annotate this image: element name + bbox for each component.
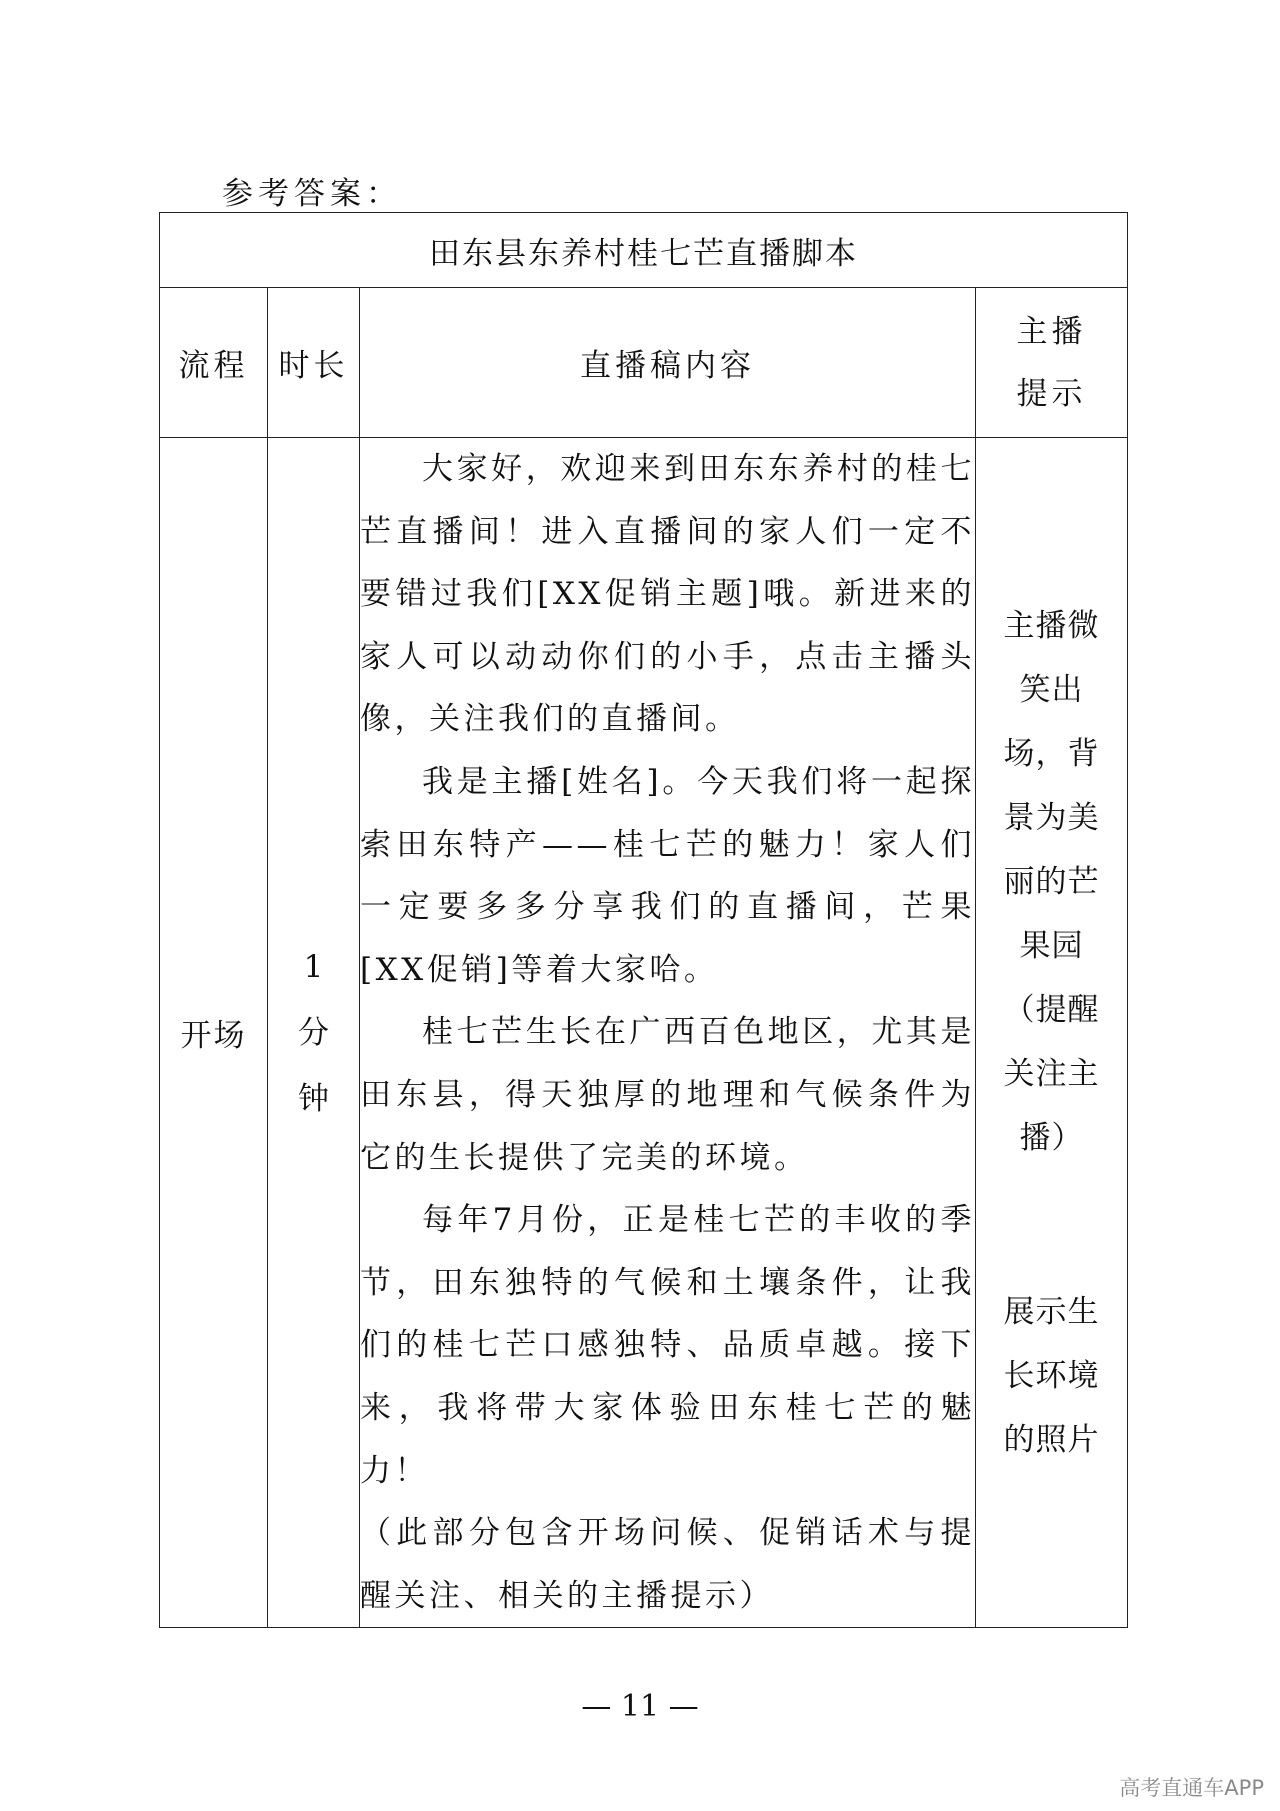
table-title: 田东县东养村桂七芒直播脚本 (160, 213, 1128, 288)
table-title-row (160, 213, 1128, 288)
duration-unit-2: 钟 (298, 1080, 329, 1117)
host-tip-environment: 展示生长环境的照片 (1003, 1293, 1100, 1458)
script-paragraph-3: 桂七芒生长在广西百色地区，尤其是田东县，得天独厚的地理和气候条件为它的生长提供了完美的环境。 (360, 1014, 975, 1176)
duration-unit-1: 分 (298, 1014, 329, 1051)
script-paragraph-2: 我是主播[姓名]。今天我们将一起探索田东特产——桂七芒的魅力！家人们一定要多多分享我们的直播间，芒果[XX促销]等着大家哈。 (360, 763, 975, 988)
live-script-table (159, 212, 1128, 1628)
host-tips-cell (976, 438, 1128, 1628)
script-paragraph-4: 每年7月份，正是桂七芒的丰收的季节，田东独特的气候和土壤条件，让我们的桂七芒口感独特、品质卓越。接下来，我将带大家体验田东桂七芒的魅力！ (360, 1202, 975, 1489)
table-header-row (160, 288, 1128, 438)
table-row (160, 438, 1128, 1628)
script-note: （此部分包含开场问候、促销话术与提醒关注、相关的主播提示） (360, 1515, 975, 1614)
host-tip-opening: 主播微笑出场，背景为美丽的芒果园（提醒关注主播） (1003, 607, 1100, 1156)
watermark-logo-text: 高考直通车APP (1119, 1776, 1264, 1800)
stage-cell: 开场 (160, 438, 268, 1628)
header-duration: 时长 (268, 288, 360, 438)
header-stage: 流程 (160, 288, 268, 438)
page-number: — 11 — (581, 1689, 699, 1724)
page-heading: 参考答案： (222, 176, 402, 212)
script-content-cell (360, 438, 976, 1628)
script-paragraph-1: 大家好，欢迎来到田东东养村的桂七芒直播间！进入直播间的家人们一定不要错过我们[XX促销主题]哦。新进来的家人可以动动你们的小手，点击主播头像，关注我们的直播间。 (360, 451, 975, 738)
duration-number: 1 (303, 948, 324, 985)
header-content: 直播稿内容 (360, 288, 976, 438)
header-host-tips (976, 288, 1128, 438)
duration-cell (268, 438, 360, 1628)
header-host-tips-line1: 主播 (1016, 313, 1087, 350)
header-host-tips-line2: 提示 (1016, 375, 1087, 412)
